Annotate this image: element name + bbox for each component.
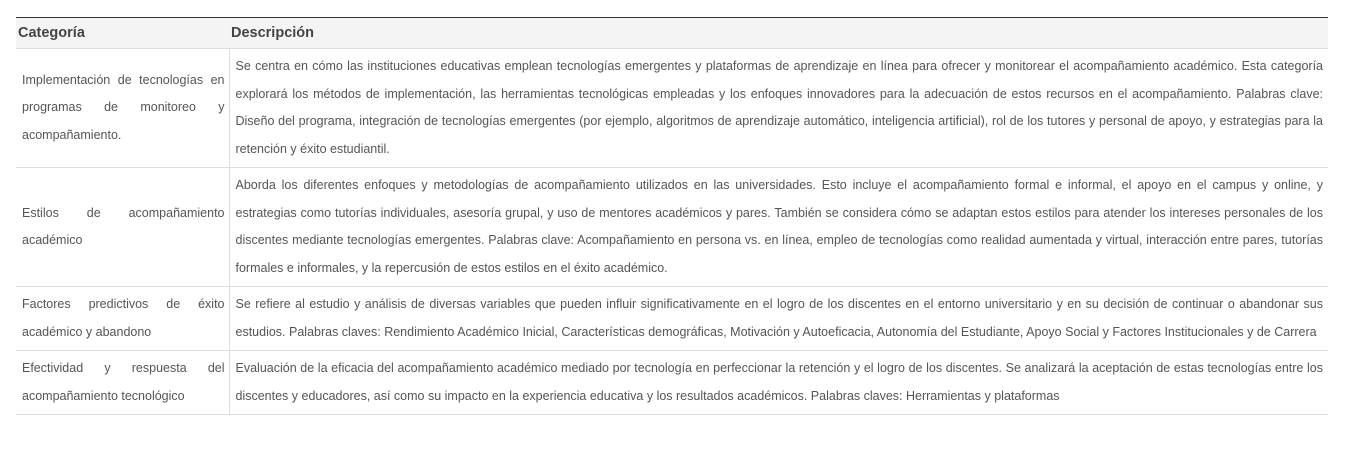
description-cell: Evaluación de la eficacia del acompañamiento académico mediado por tecnología en perfeccionar la retención y el logro de los discentes. Se analizará la aceptación de estas tecnologías entre los discentes y educadores, así como su impacto en la experiencia educativa y los resultados académicos. Palabras claves: Herramientas y plataformas <box>229 351 1328 415</box>
header-description: Descripción <box>229 18 1328 49</box>
table-row <box>16 351 1328 415</box>
description-cell: Aborda los diferentes enfoques y metodologías de acompañamiento utilizados en las universidades. Esto incluye el acompañamiento formal e informal, el apoyo en el campus y online, y estrategias como tutorías individuales, asesoría grupal, y uso de mentores académicos y pares. También se considera cómo se adaptan estos estilos para atender los intereses personales de los discentes mediante tecnologías emergentes. Palabras clave: Acompañamiento en persona vs. en línea, empleo de tecnologías como realidad aumentada y virtual, interacción entre pares, tutorías formales e informales, y la repercusión de estos estilos en el éxito académico. <box>229 168 1328 287</box>
header-row <box>16 18 1328 49</box>
table-body <box>16 49 1328 415</box>
category-cell: Efectividad y respuesta del acompañamiento tecnológico <box>16 351 229 415</box>
table-row <box>16 49 1328 168</box>
categories-table-container <box>16 17 1328 415</box>
category-cell: Implementación de tecnologías en programas de monitoreo y acompañamiento. <box>16 49 229 168</box>
table-row <box>16 287 1328 351</box>
header-category: Categoría <box>16 18 229 49</box>
table-header <box>16 18 1328 49</box>
table-row <box>16 168 1328 287</box>
category-cell: Estilos de acompañamiento académico <box>16 168 229 287</box>
categories-table <box>16 17 1328 415</box>
category-cell: Factores predictivos de éxito académico y abandono <box>16 287 229 351</box>
description-cell: Se refiere al estudio y análisis de diversas variables que pueden influir significativamente en el logro de los discentes en el entorno universitario y en su decisión de continuar o abandonar sus estudios. Palabras claves: Rendimiento Académico Inicial, Características demográficas, Motivación y Autoeficacia, Autonomía del Estudiante, Apoyo Social y Factores Institucionales y de Carrera <box>229 287 1328 351</box>
description-cell: Se centra en cómo las instituciones educativas emplean tecnologías emergentes y plataformas de aprendizaje en línea para ofrecer y monitorear el acompañamiento académico. Esta categoría explorará los métodos de implementación, las herramientas tecnológicas empleadas y los enfoques innovadores para la adecuación de estos recursos en el acompañamiento. Palabras clave: Diseño del programa, integración de tecnologías emergentes (por ejemplo, algoritmos de aprendizaje automático, inteligencia artificial), rol de los tutores y personal de apoyo, y estrategias para la retención y éxito estudiantil. <box>229 49 1328 168</box>
